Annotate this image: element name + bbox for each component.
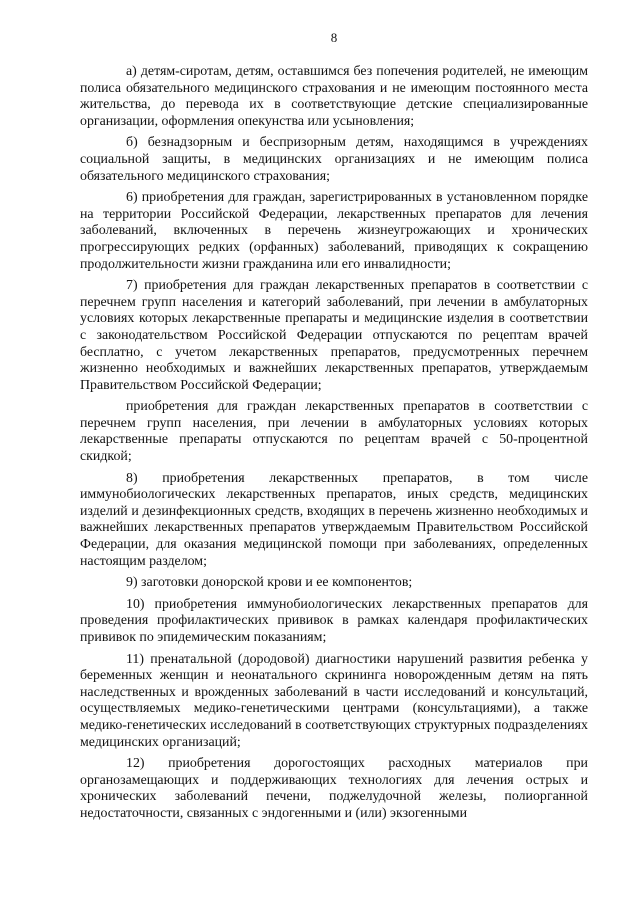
paragraph-5b: б) безнадзорным и беспризорным детям, находящимся в учреждениях социальной защиты, в медицинских организациях и не имеющим полиса обязательного медицинского страхования;	[80, 135, 588, 184]
paragraph-12: 12) приобретения дорогостоящих расходных материалов при органозамещающих и поддерживающих технологиях для лечения острых и хронических заболеваний печени, поджелудочной железы, полиорганной недостаточности, связанных с эндогенными и (или) экзогенными	[80, 756, 588, 821]
paragraph-6: 6) приобретения для граждан, зарегистрированных в установленном порядке на территории Российской Федерации, лекарственных препаратов для лечения заболеваний, включенных в перечень жизнеугрожающих и хронических прогрессирующих редких (орфанных) заболеваний, приводящих к сокращению продолжительности жизни гражданина или его инвалидности;	[80, 190, 588, 272]
paragraph-9: 9) заготовки донорской крови и ее компонентов;	[126, 575, 413, 591]
paragraph-7: 7) приобретения для граждан лекарственных препаратов в соответствии с перечнем групп населения и категорий заболеваний, при лечении в амбулаторных условиях которых лекарственные препараты и медицинские изделия в соответствии с законодательством Российской Федерации отпускаются по рецептам врачей бесплатно, с учетом лекарственных препаратов, предусмотренных перечнем жизненно необходимых и важнейших лекарственных препаратов, утверждаемым Правительством Российской Федерации;	[80, 278, 588, 393]
paragraph-5a: а) детям-сиротам, детям, оставшимся без попечения родителей, не имеющим полиса обязательного медицинского страхования и не имеющим постоянного места жительства, до перевода их в соответствующие детские специализированные организации, оформления опекунства или усыновления;	[80, 64, 588, 129]
paragraph-11: 11) пренатальной (дородовой) диагностики нарушений развития ребенка у беременных женщин и неонатального скрининга новорожденным детям на пять наследственных и врожденных заболеваний в части исследований и консультаций, осуществляемых медико-генетическими центрами (консультациями), а также медико-генетических исследований в соответствующих структурных подразделениях медицинских организаций;	[80, 651, 588, 750]
page-number: 8	[330, 30, 338, 45]
paragraph-8: 8) приобретения лекарственных препаратов, в том числе иммунобиологических лекарственных препаратов, иных средств, медицинских изделий и дезинфекционных средств, входящих в перечень жизненно необходимых и важнейших лекарственных препаратов утверждаемым Правительством Российской Федерации, для оказания медицинской помощи при заболеваниях, определенных настоящим разделом;	[80, 470, 588, 569]
paragraph-10: 10) приобретения иммунобиологических лекарственных препаратов для проведения профилактических прививок в рамках календаря профилактических прививок по эпидемическим показаниям;	[80, 596, 588, 645]
paragraph-7-discount: приобретения для граждан лекарственных препаратов в соответствии с перечнем групп населения, при лечении в амбулаторных условиях которых лекарственные препараты отпускаются по рецептам врачей с 50-процентной скидкой;	[80, 399, 588, 465]
